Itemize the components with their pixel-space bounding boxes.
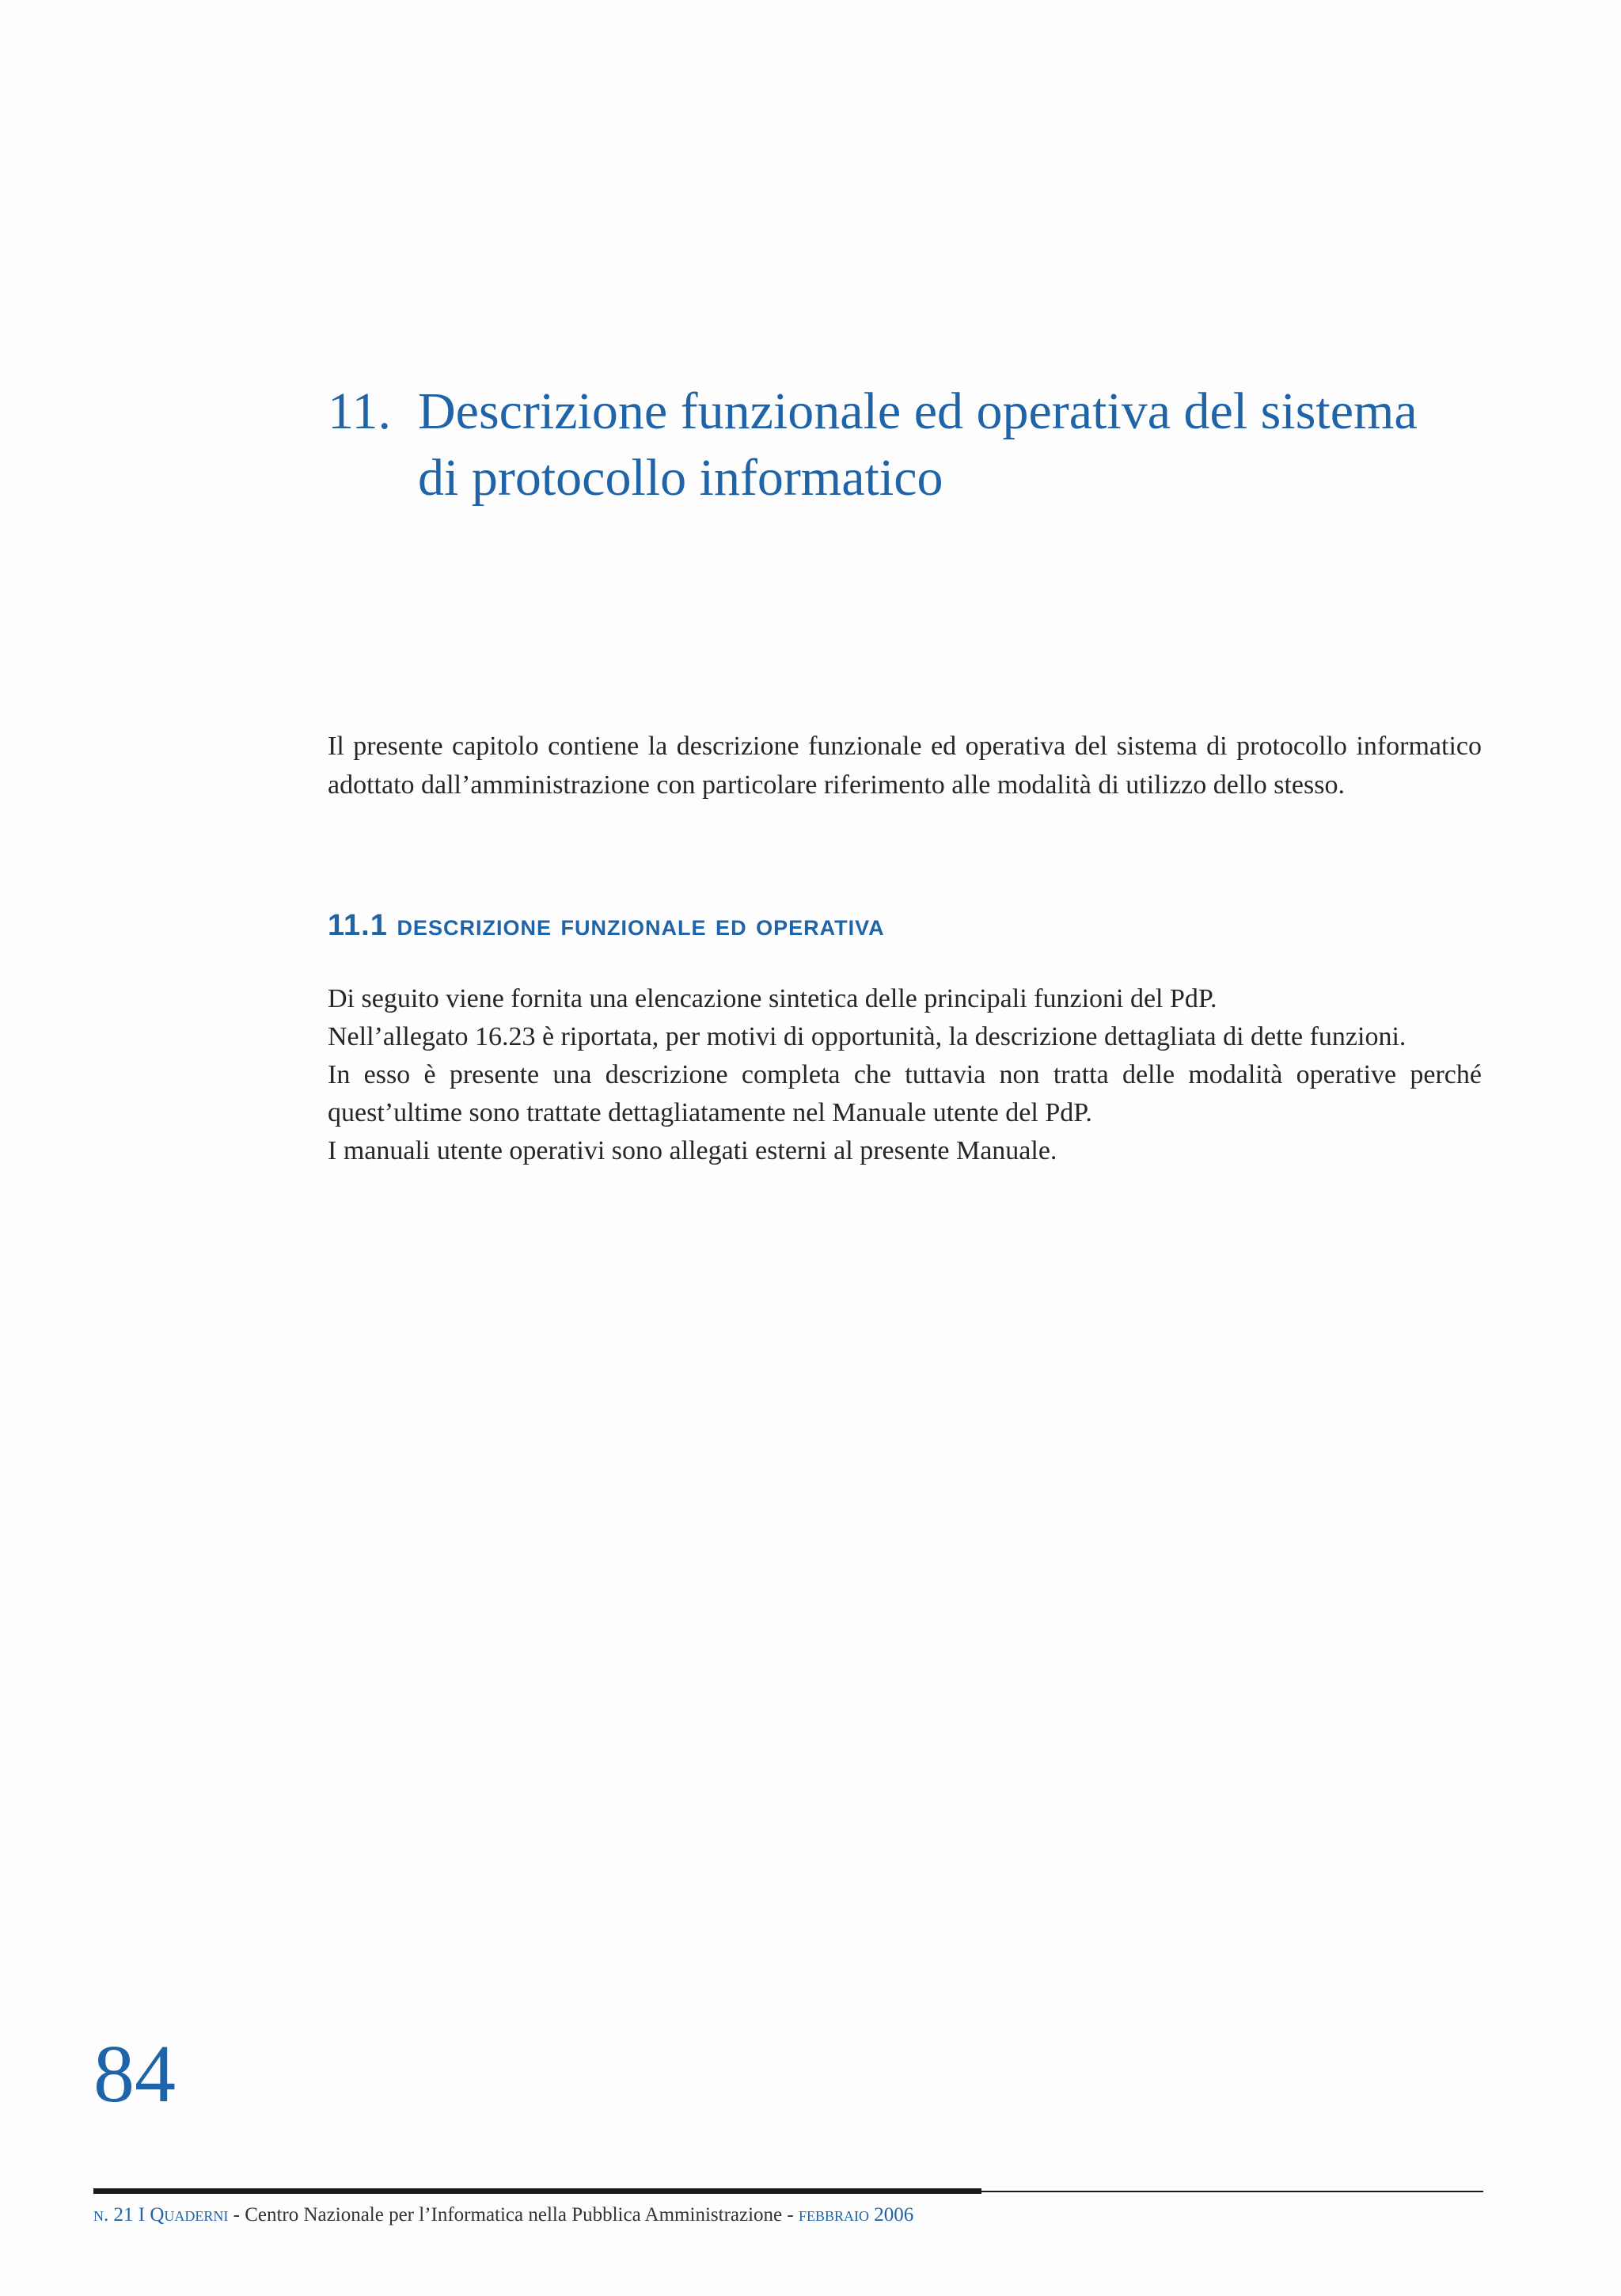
footer-dash: - (228, 2204, 245, 2226)
footer-rule-thin (981, 2191, 1483, 2192)
intro-paragraph: Il presente capitolo contiene la descrizione funzionale ed operativa del sistema di protocollo informatico adottato dall’amministrazione con particolare riferimento alle modalità di utilizzo dello stesso. (328, 732, 1482, 800)
chapter-title-line-1: Descrizione funzionale ed operativa del sistema (418, 382, 1418, 440)
section-heading (328, 909, 885, 943)
body-text (328, 980, 1482, 1170)
footer-issue: n. 21 (93, 2204, 134, 2226)
footer-separator: I (138, 2204, 146, 2226)
chapter-title (328, 378, 1499, 511)
body-paragraph: In esso è presente una descrizione completa che tuttavia non tratta delle modalità operative perché quest’ultime sono trattate dettagliatamente nel Manuale utente del PdP. (328, 1060, 1482, 1127)
chapter-title-line-2: di protocollo informatico (418, 449, 943, 507)
section-title: descrizione funzionale ed operativa (397, 909, 885, 942)
page-number: 84 (93, 2028, 176, 2119)
body-paragraph: Nell’allegato 16.23 è riportata, per motivi di opportunità, la descrizione dettagliata di dette funzioni. (328, 1022, 1407, 1051)
chapter-number: 11. (328, 382, 392, 440)
section-number: 11.1 (328, 909, 388, 942)
body-paragraph: Di seguito viene fornita una elencazione sintetica delle principali funzioni del PdP. (328, 984, 1217, 1013)
footer-date: febbraio 2006 (798, 2204, 914, 2226)
footer-dash: - (782, 2204, 799, 2226)
footer-rule (93, 2188, 981, 2194)
footer-publisher: Centro Nazionale per l’Informatica nella Pubblica Amministrazione (245, 2204, 783, 2226)
footer (93, 2203, 913, 2228)
body-paragraph: I manuali utente operativi sono allegati esterni al presente Manuale. (328, 1136, 1057, 1165)
footer-series: Quaderni (150, 2204, 229, 2226)
